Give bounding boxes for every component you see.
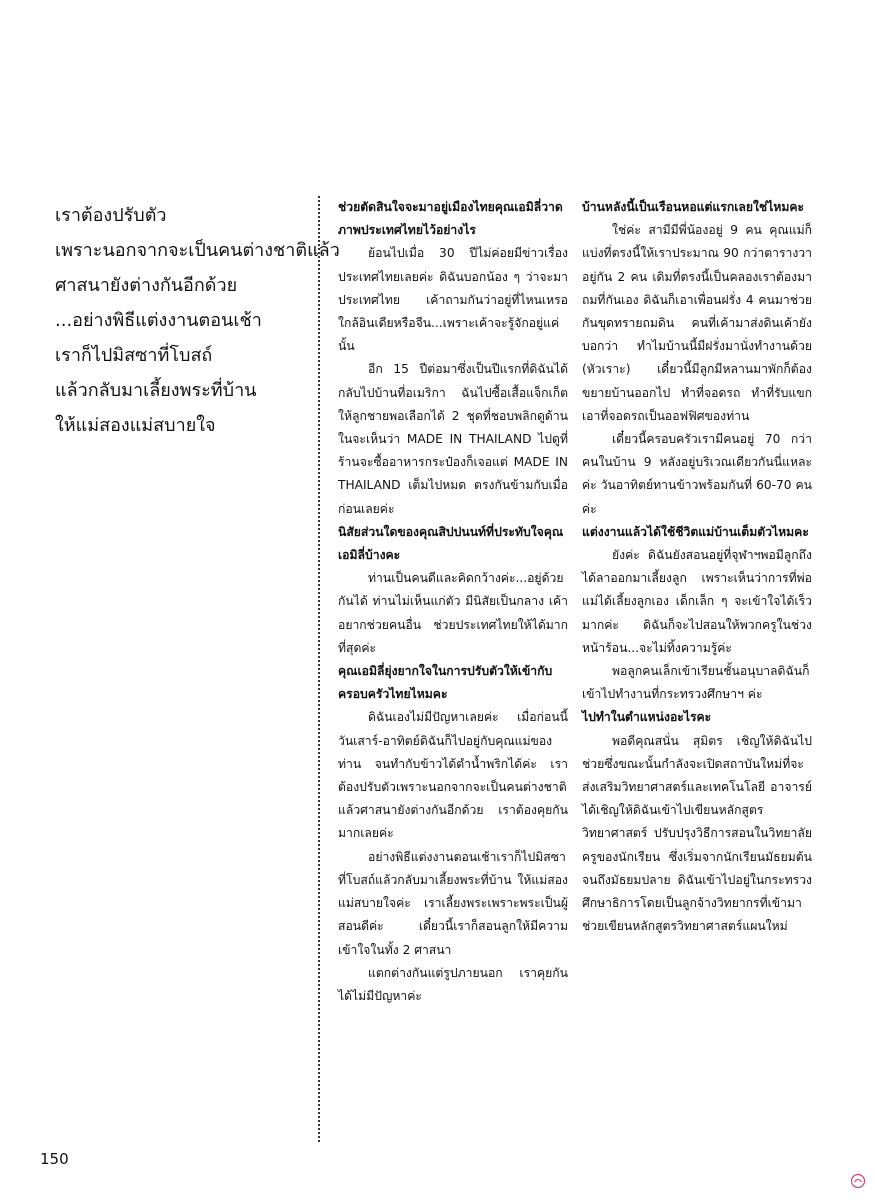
answer-paragraph: พอลูกคนเล็กเข้าเรียนชั้นอนุบาลดิฉันก็เข้าไปทำงานที่กระทรวงศึกษาฯ ค่ะ — [582, 664, 810, 702]
right-column — [582, 196, 812, 939]
answer-paragraph: ท่านเป็นคนดีและคิดกว้างค่ะ...อยู่ด้วยกันได้ ท่านไม่เห็นแก่ตัว มีนิสัยเป็นกลาง เค้าอยากช่วยคนอื่น ช่วยประเทศไทยให้ได้มากที่สุดค่ะ — [338, 571, 568, 655]
pull-quote-line-2: เพราะนอกจากจะเป็นคนต่างชาติแล้ว — [55, 240, 340, 261]
question: บ้านหลังนี้เป็นเรือนหอแต่แรกเลยใช่ไหมคะ — [582, 200, 805, 214]
answer-paragraph: อีก 15 ปีต่อมาซึ่งเป็นปีแรกที่ดิฉันได้กลับไปบ้านที่อเมริกา ฉันไปซื้อเสื้อแจ็กเก็ตให้ลูกชายพอเลือกได้ 2 ชุดที่ชอบพลิกดูด้านในจะเห็นว่า MADE IN THAILAND ไปดูที่ร้านจะซื้ออาหารกระป๋องก็เจอแต่ MADE IN THAILAND เต็มไปหมด ตรงกันข้ามกับเมื่อก่อนเลยค่ะ — [338, 362, 568, 516]
question: ช่วยตัดสินใจจะมาอยู่เมืองไทยคุณเอมิลี่วาดภาพประเทศไทยไว้อย่างไร — [338, 200, 563, 238]
question: แต่งงานแล้วได้ใช้ชีวิตแม่บ้านเต็มตัวไหมคะ — [582, 524, 809, 539]
middle-column — [338, 196, 568, 1008]
pull-quote-line-6: แล้วกลับมาเลี้ยงพระที่บ้าน — [55, 380, 257, 401]
answer-paragraph: เดี๋ยวนี้ครอบครัวเรามีคนอยู่ 70 กว่าคนในบ้าน 9 หลังอยู่บริเวณเดียวกันนี่แหละค่ะ วันอาทิตย์ทานข้าวพร้อมกันที่ 60-70 คนค่ะ — [582, 432, 812, 516]
pull-quote-line-7: ให้แม่สองแม่สบายใจ — [55, 415, 216, 436]
pull-quote-line-5: เราก็ไปมิสซาที่โบสถ์ — [55, 345, 213, 366]
question: คุณเอมิลี่ยุ่งยากใจในการปรับตัวให้เข้ากับครอบครัวไทยไหมคะ — [338, 664, 553, 702]
corner-stamp-icon — [850, 1173, 866, 1189]
answer-paragraph: ดิฉันเองไม่มีปัญหาเลยค่ะ เมื่อก่อนนี้วันเสาร์-อาทิตย์ดิฉันก็ไปอยู่กับคุณแม่ของท่าน จนทำกับข้าวได้ตำน้ำพริกได้ค่ะ เราต้องปรับตัวเพราะนอกจากจะเป็นคนต่างชาติแล้วศาสนายังต่างกันอีกด้วย เราต้องคุยกันมากเลยค่ะ — [338, 710, 568, 841]
answer-paragraph: ยังค่ะ ดิฉันยังสอนอยู่ที่จุฬาฯพอมีลูกถึงได้ลาออกมาเลี้ยงลูก เพราะเห็นว่าการที่พ่อแม่ได้เลี้ยงลูกเอง เด็กเล็ก ๆ จะเข้าใจได้เร็วมากค่ะ ดิฉันก็จะไปสอนให้พวกครูในช่วงหน้าร้อน...จะไม่ทิ้งความรู้ค่ะ — [582, 548, 812, 655]
pull-quote-line-4: ...อย่างพิธีแต่งงานตอนเช้า — [55, 310, 262, 331]
answer-paragraph: แตกต่างกันแต่รูปภายนอก เราคุยกันได้ไม่มีปัญหาค่ะ — [338, 965, 568, 1003]
answer-paragraph: ย้อนไปเมื่อ 30 ปีไม่ค่อยมีข่าวเรื่องประเทศไทยเลยค่ะ ดิฉันบอกน้อง ๆ ว่าจะมาประเทศไทย เค้าถามกันว่าอยู่ที่ไหนเหรอ ใกล้อินเดียหรือจีน...เพราะเค้าจะรู้จักอยู่แค่นั้น — [338, 246, 568, 354]
pull-quote-line-3: ศาสนายังต่างกันอีกด้วย — [55, 275, 238, 296]
pull-quote — [55, 198, 340, 443]
page-number: 150 — [40, 1150, 69, 1168]
answer-paragraph: อย่างพิธีแต่งงานตอนเช้าเราก็ไปมิสซาที่โบสถ์แล้วกลับมาเลี้ยงพระที่บ้าน ให้แม่สองแม่สบายใจค่ะ เราเลี้ยงพระเพราะพระเป็นผู้สอนดีค่ะ เดี๋ยวนี้เราก็สอนลูกให้มีความเข้าใจในทั้ง 2 ศาสนา — [338, 849, 568, 957]
question: ไปทำในตำแหน่งอะไรคะ — [582, 710, 712, 725]
answer-paragraph: ใช่ค่ะ สามีมีพี่น้องอยู่ 9 คน คุณแม่ก็แบ่งที่ตรงนี้ให้เราประมาณ 90 กว่าตารางวาอยู่กัน 2 คน เดิมที่ตรงนี้เป็นคลองเราต้องมาถมที่กันเอง ดิฉันก็เอาเพื่อนฝรั่ง 4 คนมาช่วยกันขุดทรายถมดิน คนที่เค้ามาส่งดินเค้ายังบอกว่า ทำไมบ้านนี้มีฝรั่งมานั่งทำงานด้วย (หัวเราะ) เดี๋ยวนี้มีลูกมีหลานมาพักก็ต้องขยายบ้านออกไป ทำที่จอดรถ ทำที่รับแขก เอาที่จอดรถเป็นออฟฟิศของท่าน — [582, 223, 812, 423]
question: นิสัยส่วนใดของคุณสิปปนนท์ที่ประทับใจคุณเอมิลี่บ้างคะ — [338, 524, 564, 563]
pull-quote-line-1: เราต้องปรับตัว — [55, 205, 167, 226]
answer-paragraph: พอดีคุณสนั่น สุมิตร เชิญให้ดิฉันไปช่วยซึ่งขณะนั้นกำลังจะเปิดสถาบันใหม่ที่จะส่งเสริมวิทยาศาสตร์และเทคโนโลยี อาจารย์ได้เชิญให้ดิฉันเข้าไปเขียนหลักสูตรวิทยาศาสตร์ ปรับปรุงวิธีการสอนในวิทยาลัยครูของนักเรียน ซึ่งเริ่มจากนักเรียนมัธยมต้นจนถึงมัธยมปลาย ดิฉันเข้าไปอยู่ในกระทรวงศึกษาธิการโดยเป็นลูกจ้างวิทยากรที่เข้ามาช่วยเขียนหลักสูตรวิทยาศาสตร์แผนใหม่ — [582, 733, 812, 934]
column-divider — [318, 196, 320, 1142]
